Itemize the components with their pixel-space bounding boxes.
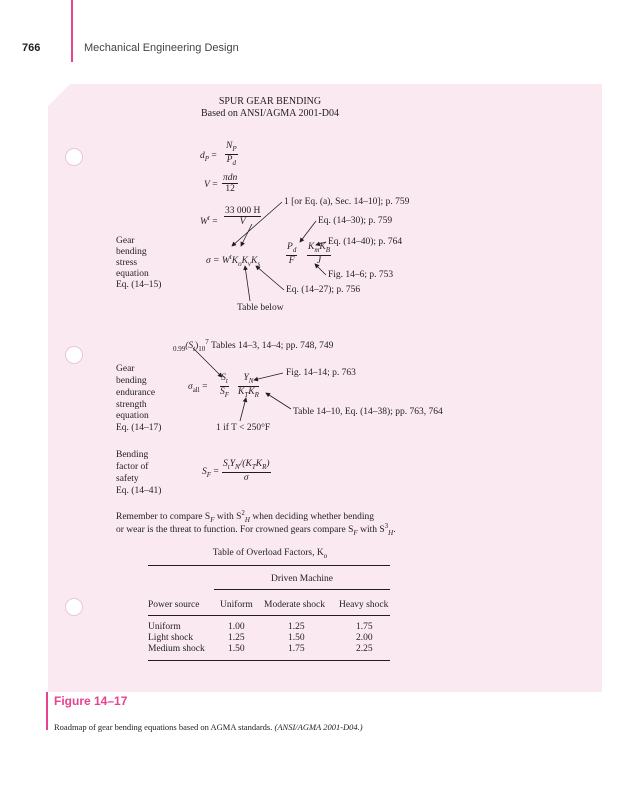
strength-ref: $_{0.99}(S_t)_{10}^7$ Tables 14–3, 14–4; pp. 748, 749 xyxy=(173,338,334,354)
remember-line-1: Remember to compare $S_F$ with $S^2_H$ when deciding whether bending xyxy=(116,509,374,525)
ref-6: Fig. 14–14; p. 763 xyxy=(286,368,356,378)
eq-sigma-frac1: $\frac{P_d}{F}$ xyxy=(287,242,297,266)
running-title: Mechanical Engineering Design xyxy=(84,42,239,54)
figure-caption: Roadmap of gear bending equations based on AGMA standards. (ANSI/AGMA 2001-D04.) xyxy=(54,722,363,732)
eq-wt-fraction: $\frac{33 000 H}{V}$ xyxy=(225,206,261,227)
eq-sf-fraction: $S_tY_N/(K_TK_R)$ σ xyxy=(223,459,270,483)
table-below-ref: Table below xyxy=(237,303,284,313)
figure-label: Figure 14–17 xyxy=(54,694,128,708)
col-header: Heavy shock xyxy=(339,600,389,610)
col-header: Uniform xyxy=(220,600,253,610)
eq-dp-fraction: $\frac{N_P}{P_d}$ xyxy=(226,141,237,167)
ref-3: Eq. (14–40); p. 764 xyxy=(328,237,403,247)
binder-hole xyxy=(65,148,83,166)
eq-sigma-frac2: $K_mK_B$ J xyxy=(308,242,331,266)
binder-hole xyxy=(65,346,83,364)
table-rule-bottom xyxy=(148,660,390,661)
eq-sigma-lhs: $\sigma = W^tK_oK_vK_s$ xyxy=(206,253,261,269)
eq-sall-lhs: $\sigma_{all}$ = xyxy=(188,382,208,394)
table-rule-header xyxy=(148,615,390,616)
overload-table-title: Table of Overload Factors, $K_o$ xyxy=(212,548,328,560)
ref-2: Eq. (14–30); p. 759 xyxy=(318,216,393,226)
table-group-header: Driven Machine xyxy=(271,574,333,584)
page-number: 766 xyxy=(22,42,41,54)
eq-v-fraction: πdn 12 xyxy=(223,173,238,194)
eq-v-lhs: V = xyxy=(204,180,218,190)
table-rule-top xyxy=(148,565,390,566)
col-header: Power source xyxy=(148,600,200,610)
eq-sf-lhs: $S_F$ = xyxy=(202,467,219,479)
eq-dp-lhs: $d_P$ = xyxy=(200,151,217,163)
ref-4: Fig. 14–6; p. 753 xyxy=(328,270,394,280)
figure-subtitle: Based on ANSI/AGMA 2001-D04 xyxy=(200,108,340,119)
binder-hole xyxy=(65,598,83,616)
remember-line-2: or wear is the threat to function. For crowned gears compare $S_F$ with $S^3_H$. xyxy=(116,522,396,538)
header-rule xyxy=(71,0,73,62)
eq-wt-lhs: $W^t$ = xyxy=(200,214,218,228)
eq-sall-frac2: $Y_N$ $K_TK_R$ xyxy=(238,373,259,399)
caption-rule xyxy=(46,692,48,730)
col-header: Moderate shock xyxy=(264,600,325,610)
ref-8: 1 if T < 250°F xyxy=(216,423,271,433)
figure-title: SPUR GEAR BENDING xyxy=(218,96,322,107)
ref-7: Table 14–10, Eq. (14–38); pp. 763, 764 xyxy=(293,407,443,417)
table-rule-group xyxy=(214,589,390,590)
ref-5: Eq. (14–27); p. 756 xyxy=(286,285,361,295)
eq-sall-frac1: $\frac{S_t}{S_F}$ xyxy=(220,373,230,399)
ref-1: 1 [or Eq. (a), Sec. 14–10]; p. 759 xyxy=(284,197,410,207)
